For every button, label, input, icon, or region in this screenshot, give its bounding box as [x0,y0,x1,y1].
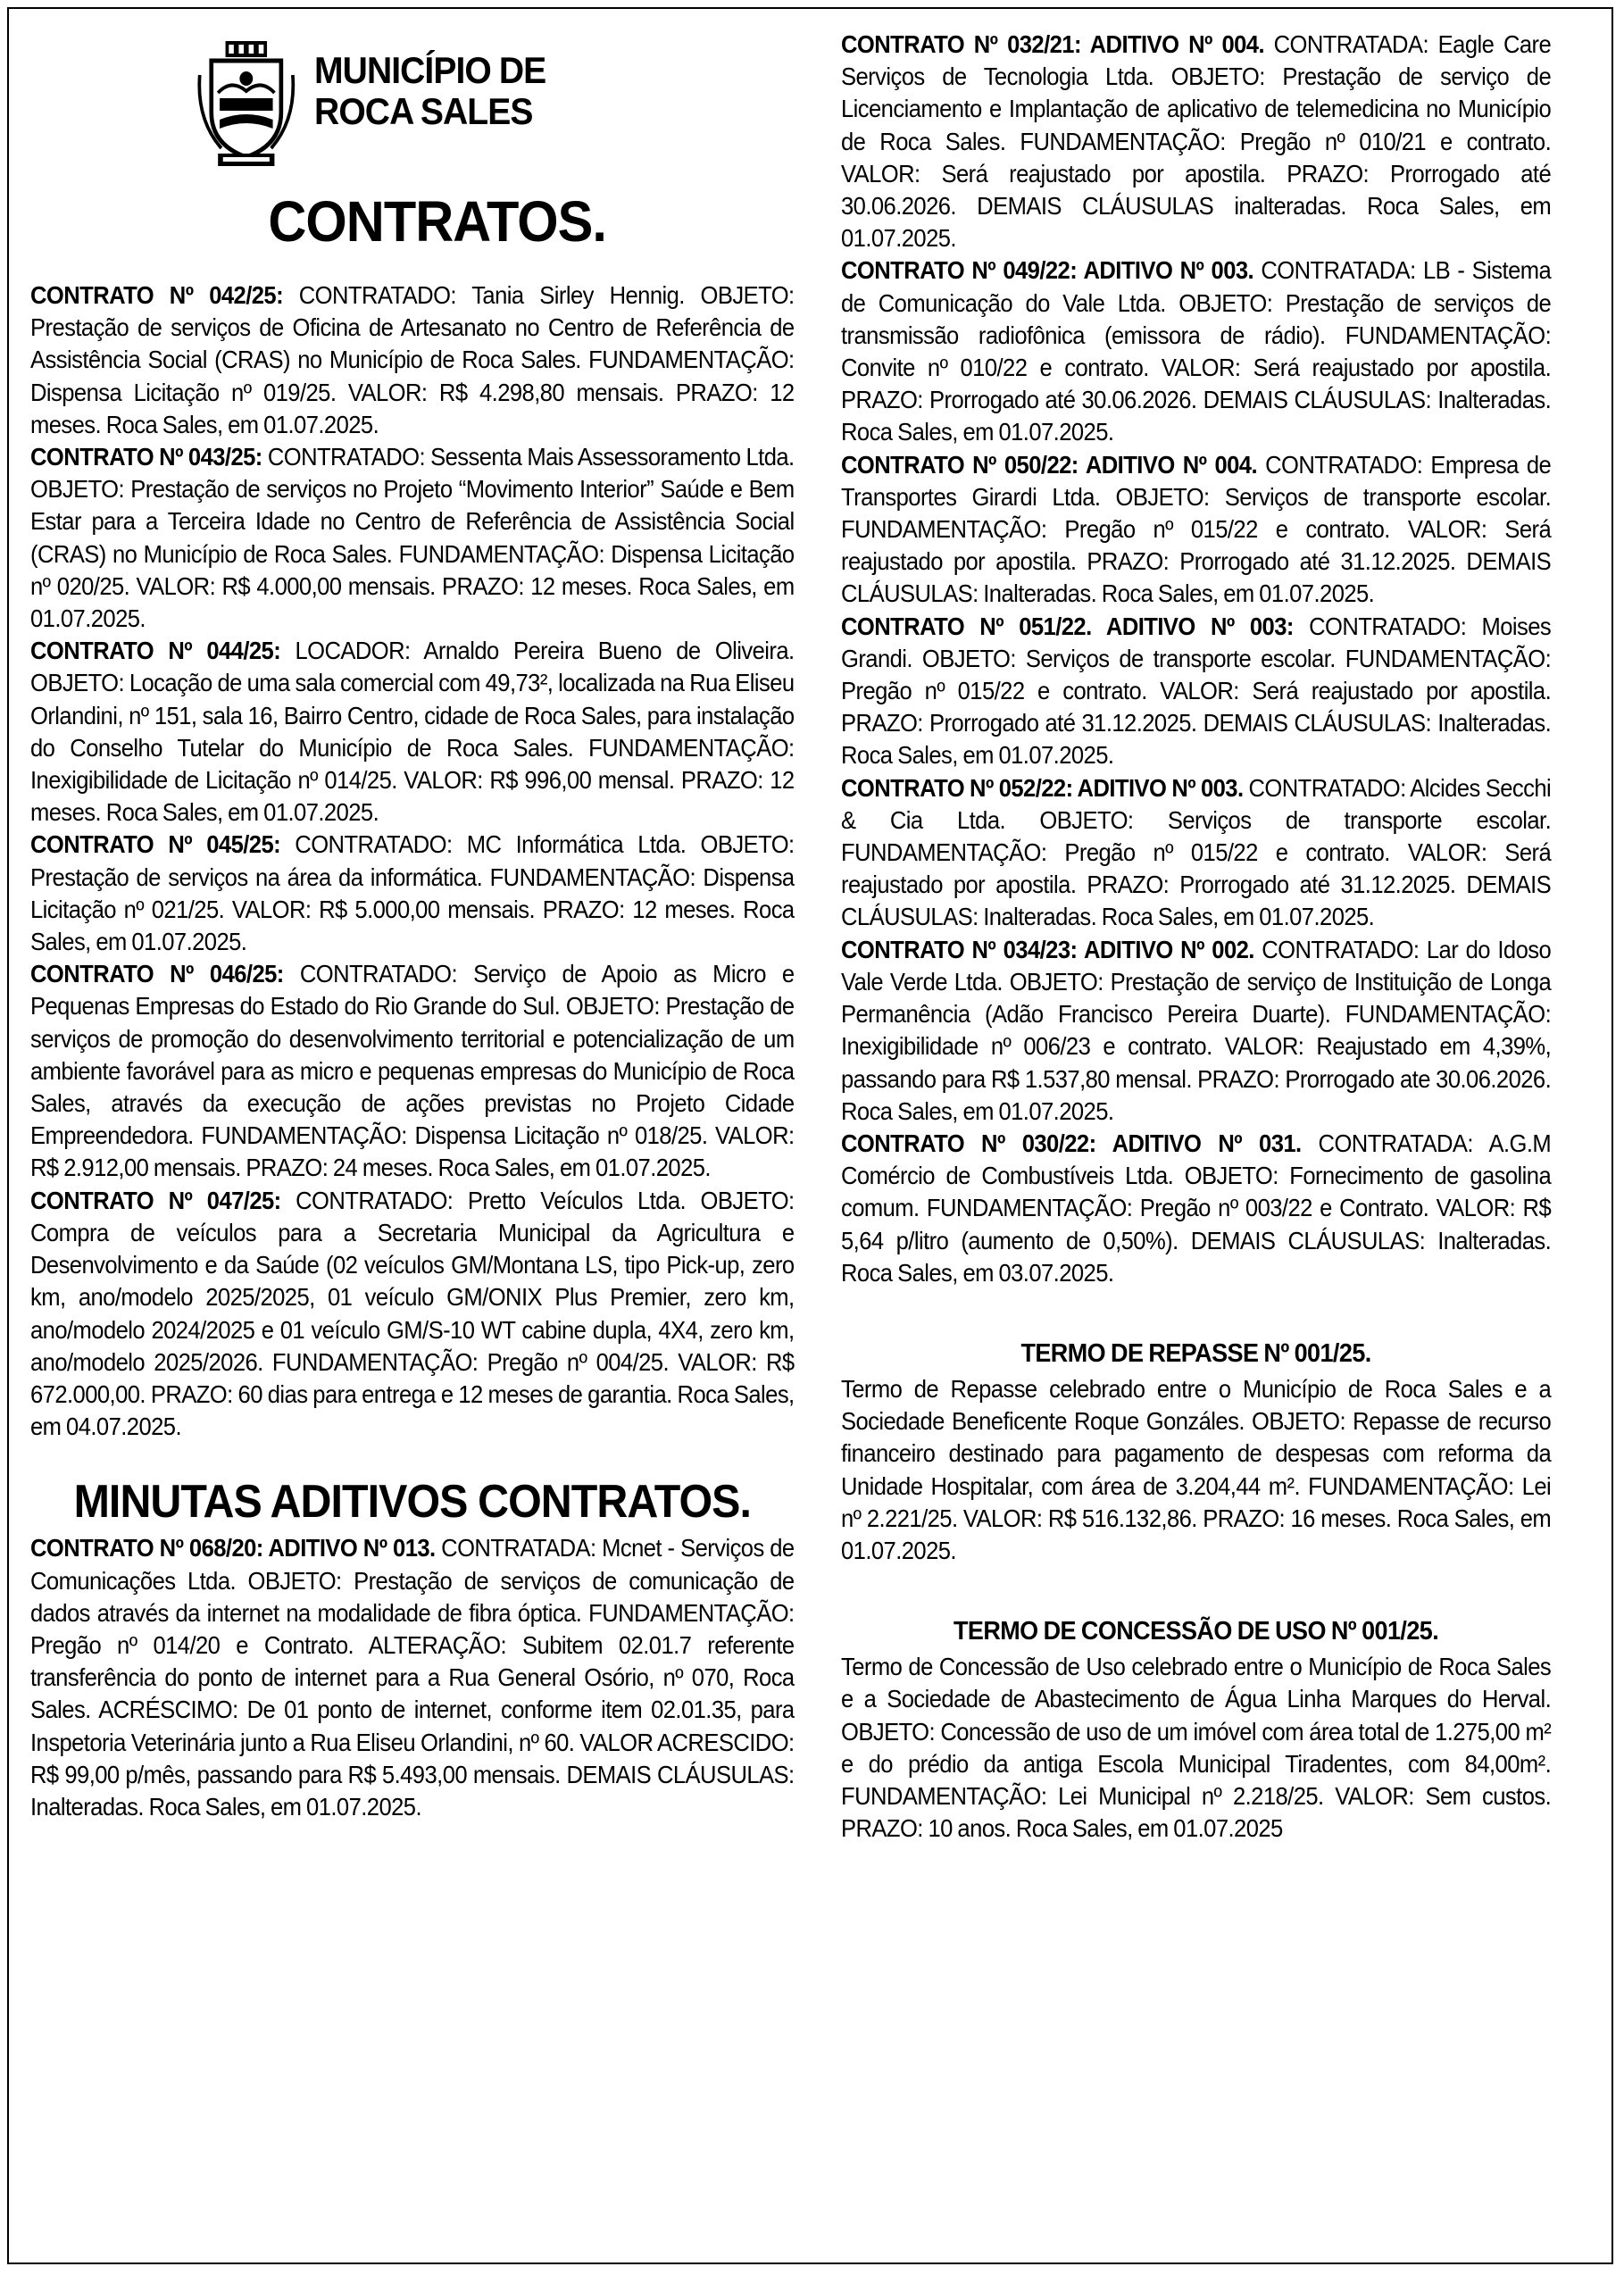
page-title: CONTRATOS. [268,189,607,254]
contract-entry: CONTRATO Nº 045/25: CONTRATADO: MC Informática Ltda. OBJETO: Prestação de serviços na área da informática. FUNDAMENTAÇÃO: Dispensa Licitação nº 021/25. VALOR: R$ 5.000,00 mensais. PRAZO: 12 meses. Roca Sales, em 01.07.2025. [30,830,795,956]
concessao-text: Termo de Concessão de Uso celebrado entre o Município de Roca Sales e a Sociedade de Abastecimento de Água Linha Marques do Herval. OBJETO: Concessão de uso de um imóvel com área total de 1.275,00 m² e do prédio da antiga Escola Municipal Tiradentes, com 84,00m². FUNDAMENTAÇÃO: Lei Municipal nº 2.218/25. VALOR: Sem custos. PRAZO: 10 anos. Roca Sales, em 01.07.2025 [841,1653,1552,1843]
aditivos-continued [841,29,1551,1289]
contract-entry: CONTRATO Nº 044/25: LOCADOR: Arnaldo Pereira Bueno de Oliveira. OBJETO: Locação de uma sala comercial com 49,73², localizada na Rua Eliseu Orlandini, nº 151, sala 16, Bairro Centro, cidade de Roca Sales, para instalação do Conselho Tutelar do Município de Roca Sales. FUNDAMENTAÇÃO: Inexigibilidade de Licitação nº 014/25. VALOR: R$ 996,00 mensal. PRAZO: 12 meses. Roca Sales, em 01.07.2025. [30,637,795,827]
contract-entry: CONTRATO Nº 046/25: CONTRATADO: Serviço de Apoio as Micro e Pequenas Empresas do Estado do Rio Grande do Sul. OBJETO: Prestação de serviços de promoção do desenvolvimento territorial e potencialização de um ambiente favorável para as micro e pequenas empresas do Município de Roca Sales, através da execução de ações previstas no Projeto Cidade Empreendedora. FUNDAMENTAÇÃO: Dispensa Licitação nº 018/25. VALOR: R$ 2.912,00 mensais. PRAZO: 24 meses. Roca Sales, em 01.07.2025. [30,960,795,1182]
document-page [7,7,1613,2264]
contract-entry: CONTRATO Nº 047/25: CONTRATADO: Pretto Veículos Ltda. OBJETO: Compra de veículos para a Secretaria Municipal da Agricultura e Desenvolvimento e da Saúde (02 veículos GM/Montana LS, tipo Pick-up, zero km, ano/modelo 2025/2025, 01 veículo GM/ONIX Plus Premier, zero km, ano/modelo 2024/2025 e 01 veículo GM/S-10 WT cabine dupla, 4X4, zero km, ano/modelo 2025/2026. FUNDAMENTAÇÃO: Pregão nº 004/25. VALOR: R$ 672.000,00. PRAZO: 60 dias para entrega e 12 meses de garantia. Roca Sales, em 04.07.2025. [30,1186,795,1441]
aditivo-entry: CONTRATO Nº 049/22: ADITIVO Nº 003. CONTRATADA: LB - Sistema de Comunicação do Vale Ltda. OBJETO: Prestação de serviços de transmissão radiofônica (emissora de rádio). FUNDAMENTAÇÃO: Convite nº 010/22 e contrato. VALOR: Será reajustado por apostila. PRAZO: Prorrogado até 30.06.2026. DEMAIS CLÁUSULAS: Inalteradas. Roca Sales, em 01.07.2025. [841,256,1552,446]
repasse-text: Termo de Repasse celebrado entre o Município de Roca Sales e a Sociedade Beneficente Roque Gonzáles. OBJETO: Repasse de recurso financeiro destinado para pagamento de despesas com reforma da Unidade Hospitalar, com área de 3.204,44 m². FUNDAMENTAÇÃO: Lei nº 2.221/25. VALOR: R$ 516.132,86. PRAZO: 16 meses. Roca Sales, em 01.07.2025. [841,1374,1552,1564]
municipality-name [314,50,545,132]
aditivo-entry: CONTRATO Nº 068/20: ADITIVO Nº 013. CONTRATADA: Mcnet - Serviços de Comunicações Ltda. OBJETO: Prestação de serviços de comunicação de dados através da internet na modalidade de fibra óptica. FUNDAMENTAÇÃO: Pregão nº 014/20 e Contrato. ALTERAÇÃO: Subitem 02.01.7 referente transferência do ponto de internet para a Rua General Osório, nº 070, Roca Sales. ACRÉSCIMO: De 01 ponto de internet, conforme item 02.01.35, para Inspetoria Veterinária junto a Rua Eliseu Orlandini, nº 60. VALOR ACRESCIDO: R$ 99,00 p/mês, passando para R$ 5.493,00 mensais. DEMAIS CLÁUSULAS: Inalteradas. Roca Sales, em 01.07.2025. [30,1534,795,1821]
repasse-section [841,1336,1551,1567]
municipality-line-2: ROCA SALES [314,90,533,132]
aditivo-entry: CONTRATO Nº 052/22: ADITIVO Nº 003. CONTRATADO: Alcides Secchi & Cia Ltda. OBJETO: Serviços de transporte escolar. FUNDAMENTAÇÃO: Pregão nº 015/22 e contrato. VALOR: Será reajustado por apostila. PRAZO: Prorrogado até 31.12.2025. DEMAIS CLÁUSULAS: Inalteradas. Roca Sales, em 01.07.2025. [841,773,1552,931]
aditivo-entry: CONTRATO Nº 051/22. ADITIVO Nº 003: CONTRATADO: Moises Grandi. OBJETO: Serviços de transporte escolar. FUNDAMENTAÇÃO: Pregão nº 015/22 e contrato. VALOR: Será reajustado por apostila. PRAZO: Prorrogado até 31.12.2025. DEMAIS CLÁUSULAS: Inalteradas. Roca Sales, em 01.07.2025. [841,612,1552,770]
contract-entry: CONTRATO Nº 042/25: CONTRATADO: Tania Sirley Hennig. OBJETO: Prestação de serviços de Oficina de Artesanato no Centro de Referência de Assistência Social (CRAS) no Município de Roca Sales. FUNDAMENTAÇÃO: Dispensa Licitação nº 019/25. VALOR: R$ 4.298,80 mensais. PRAZO: 12 meses. Roca Sales, em 01.07.2025. [30,281,795,438]
aditivo-entry: CONTRATO Nº 050/22: ADITIVO Nº 004. CONTRATADO: Empresa de Transportes Girardi Ltda. OBJETO: Serviços de transporte escolar. FUNDAMENTAÇÃO: Pregão nº 015/22 e contrato. VALOR: Será reajustado por apostila. PRAZO: Prorrogado até 31.12.2025. DEMAIS CLÁUSULAS: Inalteradas. Roca Sales, em 01.07.2025. [841,450,1552,608]
document-header [30,34,740,302]
concessao-section [841,1613,1551,1845]
municipal-coat-of-arms-icon [196,39,296,169]
concessao-title: TERMO DE CONCESSÃO DE USO Nº 001/25. [953,1617,1439,1646]
aditivos-section-title: MINUTAS ADITIVOS CONTRATOS. [73,1476,752,1529]
right-column [841,29,1551,1845]
repasse-title: TERMO DE REPASSE Nº 001/25. [1020,1338,1371,1368]
contracts-section [30,279,795,1823]
municipality-line-1: MUNICÍPIO DE [314,49,546,91]
aditivo-entry: CONTRATO Nº 032/21: ADITIVO Nº 004. CONTRATADA: Eagle Care Serviços de Tecnologia Ltda. OBJETO: Prestação de serviço de Licenciamento e Implantação de aplicativo de telemedicina no Município de Roca Sales. FUNDAMENTAÇÃO: Pregão nº 010/21 e contrato. VALOR: Será reajustado por apostila. PRAZO: Prorrogado até 30.06.2026. DEMAIS CLÁUSULAS inalteradas. Roca Sales, em 01.07.2025. [841,30,1552,253]
aditivo-entry: CONTRATO Nº 034/23: ADITIVO Nº 002. CONTRATADO: Lar do Idoso Vale Verde Ltda. OBJETO: Prestação de serviço de Instituição de Longa Permanência (Adão Francisco Pereira Duarte). FUNDAMENTAÇÃO: Inexigibilidade nº 006/23 e contrato. VALOR: Reajustado em 4,39%, passando para R$ 1.537,80 mensal. PRAZO: Prorrogado ate 30.06.2026. Roca Sales, em 01.07.2025. [841,935,1552,1125]
aditivo-entry: CONTRATO Nº 030/22: ADITIVO Nº 031. CONTRATADA: A.G.M Comércio de Combustíveis Ltda. OBJETO: Fornecimento de gasolina comum. FUNDAMENTAÇÃO: Pregão nº 003/22 e Contrato. VALOR: R$ 5,64 p/litro (aumento de 0,50%). DEMAIS CLÁUSULAS: Inalteradas. Roca Sales, em 03.07.2025. [841,1129,1552,1287]
contract-entry: CONTRATO Nº 043/25: CONTRATADO: Sessenta Mais Assessoramento Ltda. OBJETO: Prestação de serviços no Projeto “Movimento Interior” Saúde e Bem Estar para a Terceira Idade no Centro de Referência de Assistência Social (CRAS) no Município de Roca Sales. FUNDAMENTAÇÃO: Dispensa Licitação nº 020/25. VALOR: R$ 4.000,00 mensais. PRAZO: 12 meses. Roca Sales, em 01.07.2025. [30,443,795,633]
